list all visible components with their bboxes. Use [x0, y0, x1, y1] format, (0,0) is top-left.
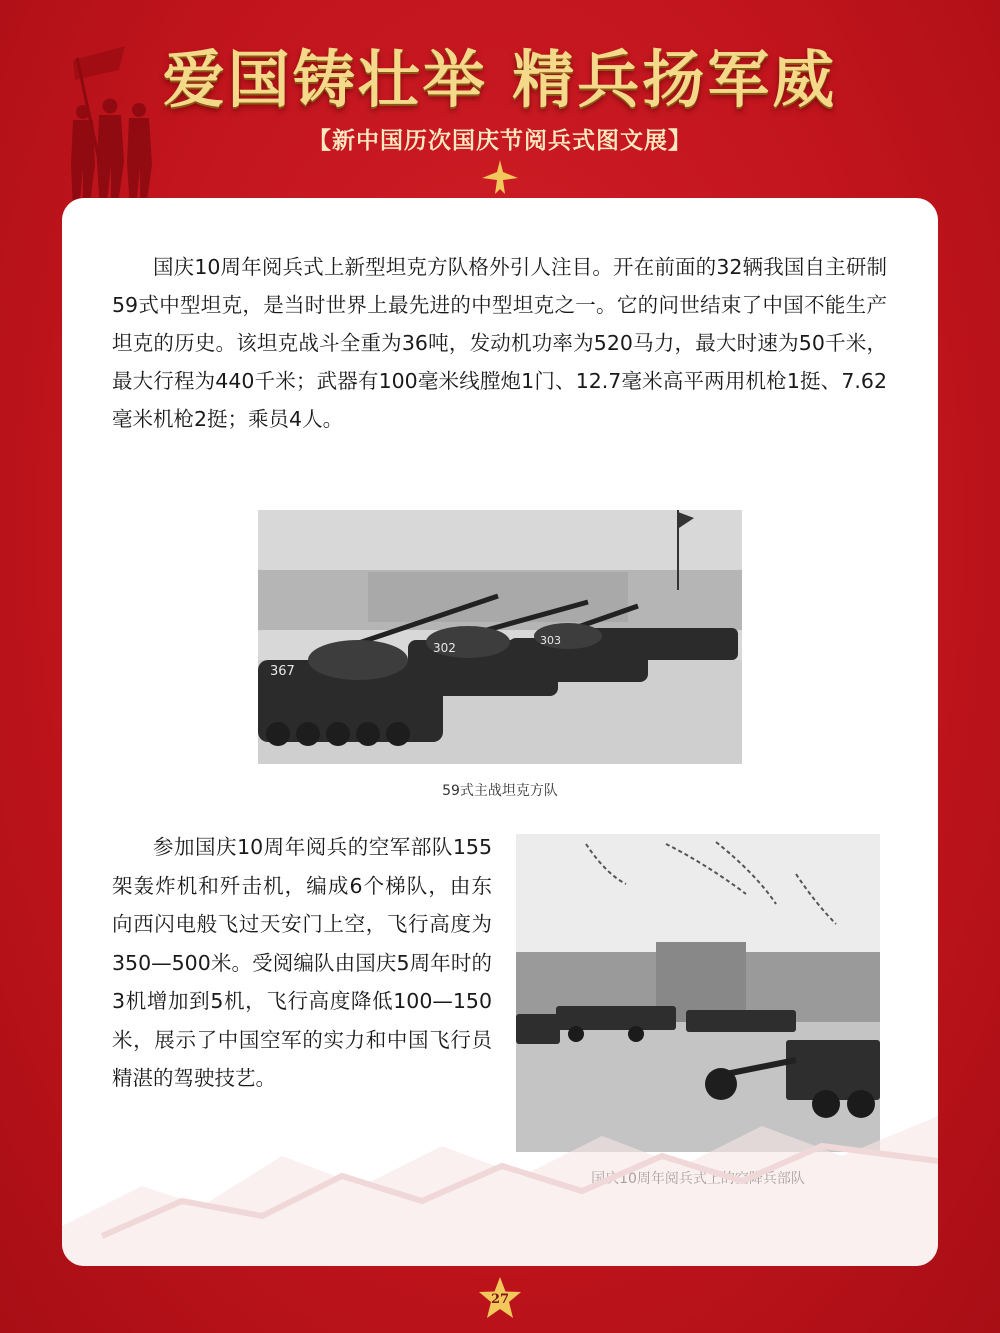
tank-number-2: 302: [433, 641, 456, 655]
jet-star-icon: [478, 158, 522, 198]
tank-column-photo: [258, 510, 742, 764]
page-subtitle: 【新中国历次国庆节阅兵式图文展】: [308, 127, 692, 154]
photo-caption-tanks: 59式主战坦克方队: [442, 783, 558, 799]
tank-number-3: 303: [540, 634, 561, 647]
paragraph-tank-parade: 国庆10周年阅兵式上新型坦克方队格外引人注目。开在前面的32辆我国自主研制59式中型坦克，是当时世界上最先进的中型坦克之一。它的问世结束了中国不能生产坦克的历史。该坦克战斗全重为36吨，发动机功率为520马力，最大时速为50千米，最大行程为440千米；武器有100毫米线膛炮1门、12.7毫米高平两用机枪1挺、7.62毫米机枪2挺；乘员4人。: [112, 255, 887, 431]
page-title: 爱国铸壮举 精兵扬军威: [162, 43, 838, 116]
paragraph-air-force: 参加国庆10周年阅兵的空军部队155架轰炸机和歼击机，编成6个梯队，由东向西闪电般飞过天安门上空，飞行高度为350—500米。受阅编队由国庆5周年时的3机增加到5机，飞行高度降低100—150米，展示了中国空军的实力和中国飞行员精湛的驾驶技艺。: [112, 835, 492, 1090]
great-wall-watermark: [62, 1066, 938, 1266]
page-number: 27: [490, 1292, 510, 1307]
tank-number-1: 367: [270, 664, 295, 679]
content-card: [62, 198, 938, 1266]
